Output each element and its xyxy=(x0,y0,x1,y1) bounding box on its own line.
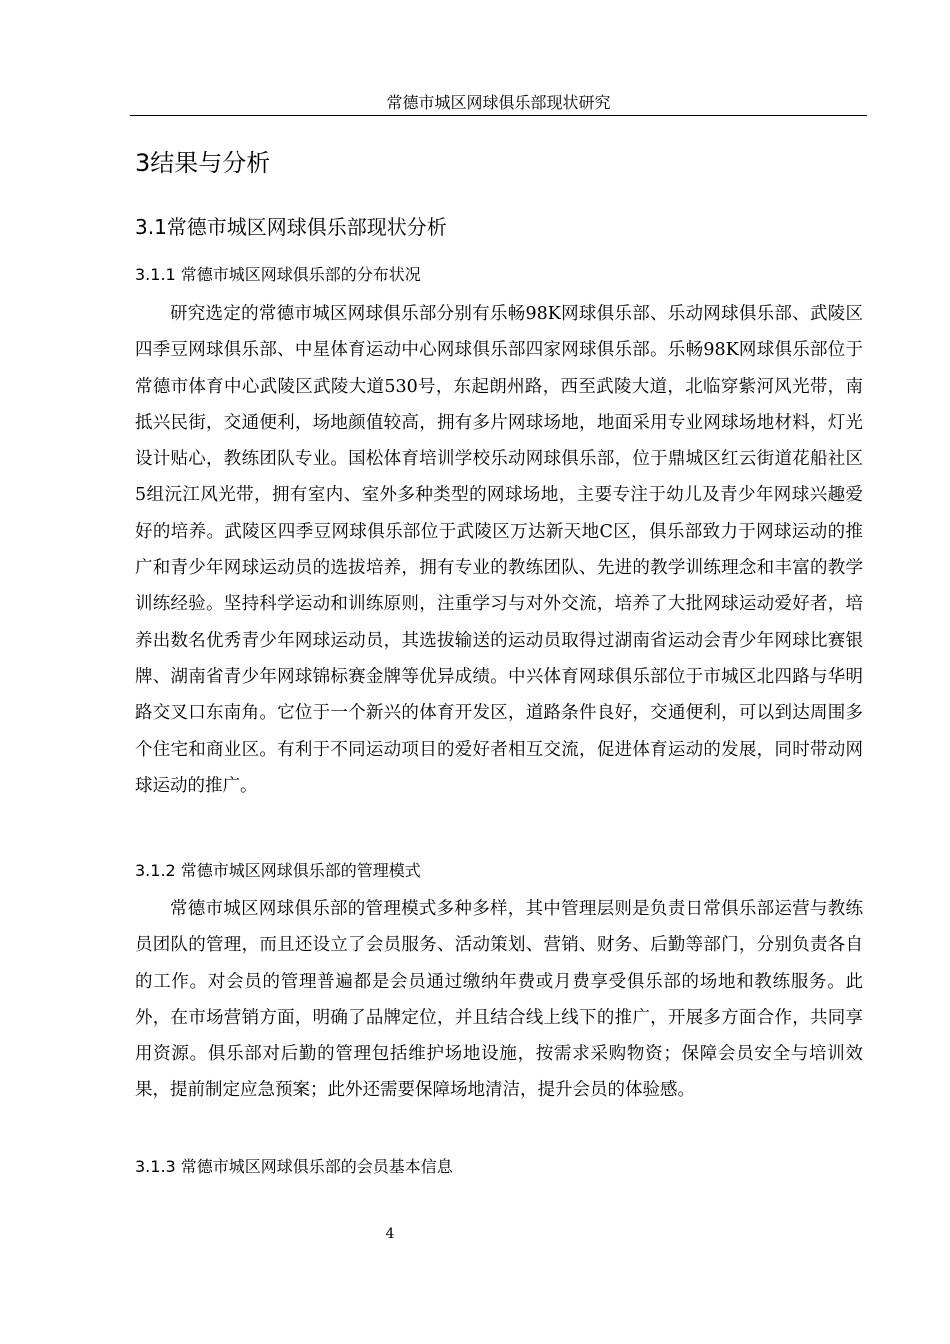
page-number: 4 xyxy=(385,1226,395,1242)
paragraph-management: 常德市城区网球俱乐部的管理模式多种多样，其中管理层则是负责日常俱乐部运营与教练员团队的管理，而且还设立了会员服务、活动策划、营销、财务、后勤等部门，分别负责各自的工作。对会员的管理普遍都是会员通过缴纳年费或月费享受俱乐部的场地和教练服务。此外，在市场营销方面，明确了品牌定位，并且结合线上线下的推广，开展多方面合作，共同享用资源。俱乐部对后勤的管理包括维护场地设施，按需求采购物资；保障会员安全与培训效果，提前制定应急预案；此外还需要保障场地清洁，提升会员的体验感。 xyxy=(135,899,863,1101)
chapter-title: 3结果与分析 xyxy=(135,149,271,177)
section-title: 3.1常德市城区网球俱乐部现状分析 xyxy=(135,215,447,239)
subsection-title-management: 3.1.2 常德市城区网球俱乐部的管理模式 xyxy=(135,861,421,880)
running-header: 常德市城区网球俱乐部现状研究 xyxy=(130,93,867,116)
subsection-title-members: 3.1.3 常德市城区网球俱乐部的会员基本信息 xyxy=(135,1157,453,1176)
paragraph-distribution: 研究选定的常德市城区网球俱乐部分别有乐畅98K网球俱乐部、乐动网球俱乐部、武陵区四季豆网球俱乐部、中星体育运动中心网球俱乐部四家网球俱乐部。乐畅98K网球俱乐部位于常德市体育中心武陵区武陵大道530号，东起朗州路，西至武陵大道，北临穿紫河风光带，南抵兴民街，交通便利，场地颜值较高，拥有多片网球场地，地面采用专业网球场地材料，灯光设计贴心，教练团队专业。国松体育培训学校乐动网球俱乐部，位于鼎城区红云街道花船社区5组沅江风光带，拥有室内、室外多种类型的网球场地，主要专注于幼儿及青少年网球兴趣爱好的培养。武陵区四季豆网球俱乐部位于武陵区万达新天地C区，俱乐部致力于网球运动的推广和青少年网球运动员的选拔培养，拥有专业的教练团队、先进的教学训练理念和丰富的教学训练经验。坚持科学运动和训练原则，注重学习与对外交流，培养了大批网球运动爱好者，培养出数名优秀青少年网球运动员，其选拔输送的运动员取得过湖南省运动会青少年网球比赛银牌、湖南省青少年网球锦标赛金牌等优异成绩。中兴体育网球俱乐部位于市城区北四路与华明路交叉口东南角。它位于一个新兴的体育开发区，道路条件良好，交通便利，可以到达周围多个住宅和商业区。有利于不同运动项目的爱好者相互交流，促进体育运动的发展，同时带动网球运动的推广。 xyxy=(135,304,863,796)
subsection-title-distribution: 3.1.1 常德市城区网球俱乐部的分布状况 xyxy=(135,265,421,284)
